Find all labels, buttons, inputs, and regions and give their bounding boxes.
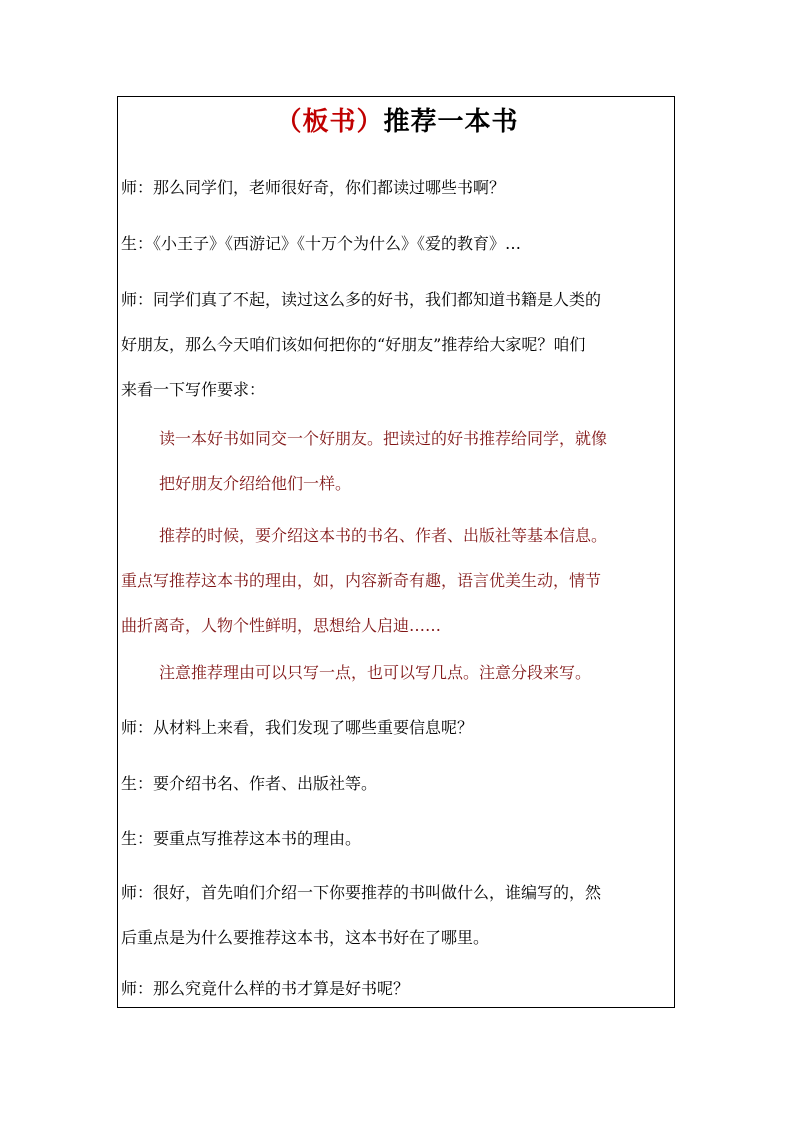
- text-line: 读一本好书如同交一个好朋友。把读过的好书推荐给同学，就像: [159, 429, 608, 448]
- title-text: 推荐一本书: [383, 107, 519, 137]
- dialogue-teacher-question-2: [121, 705, 673, 750]
- text-line: 师：同学们真了不起，读过这么多的好书，我们都知道书籍是人类的: [121, 290, 602, 309]
- dialogue-student-answer-2: [121, 761, 673, 806]
- text-line: 师：从材料上来看，我们发现了哪些重要信息呢？: [121, 718, 474, 737]
- text-line: 师：那么究竟什么样的书才算是好书呢？: [121, 979, 410, 998]
- text-line: 曲折离奇，人物个性鲜明，思想给人启迪……: [121, 616, 442, 635]
- requirement-paragraph-1: [121, 416, 673, 506]
- text-line: 重点写推荐这本书的理由，如，内容新奇有趣，语言优美生动，情节: [121, 571, 602, 590]
- page-title: [0, 104, 794, 140]
- dialogue-teacher-summary: [121, 870, 673, 960]
- requirement-paragraph-3: [121, 650, 673, 695]
- requirement-paragraph-2: [121, 513, 673, 648]
- text-line: 生：《小王子》《西游记》《十万个为什么》《爱的教育》…: [121, 234, 522, 253]
- text-line: 师：那么同学们，老师很好奇，你们都读过哪些书啊？: [121, 178, 506, 197]
- text-line: 注意推荐理由可以只写一点，也可以写几点。注意分段来写。: [159, 663, 592, 682]
- text-line: 后重点是为什么要推荐这本书，这本书好在了哪里。: [121, 928, 490, 947]
- text-line: 生：要重点写推荐这本书的理由。: [121, 829, 362, 848]
- text-line: 生：要介绍书名、作者、出版社等。: [121, 774, 378, 793]
- title-board-mark: （板书）: [275, 107, 384, 137]
- dialogue-teacher-intro: [121, 277, 673, 412]
- dialogue-teacher-question: [121, 165, 673, 210]
- text-line: 好朋友，那么今天咱们该如何把你的“好朋友”推荐给大家呢？咱们: [121, 335, 586, 354]
- text-line: 师：很好，首先咱们介绍一下你要推荐的书叫做什么，谁编写的，然: [121, 883, 602, 902]
- dialogue-teacher-question-3: [121, 966, 673, 1011]
- text-line: 推荐的时候，要介绍这本书的书名、作者、出版社等基本信息。: [159, 526, 608, 545]
- text-line: 把好朋友介绍给他们一样。: [159, 474, 352, 493]
- text-line: 来看一下写作要求：: [121, 380, 266, 399]
- dialogue-student-answer: [121, 221, 673, 266]
- dialogue-student-answer-3: [121, 816, 673, 861]
